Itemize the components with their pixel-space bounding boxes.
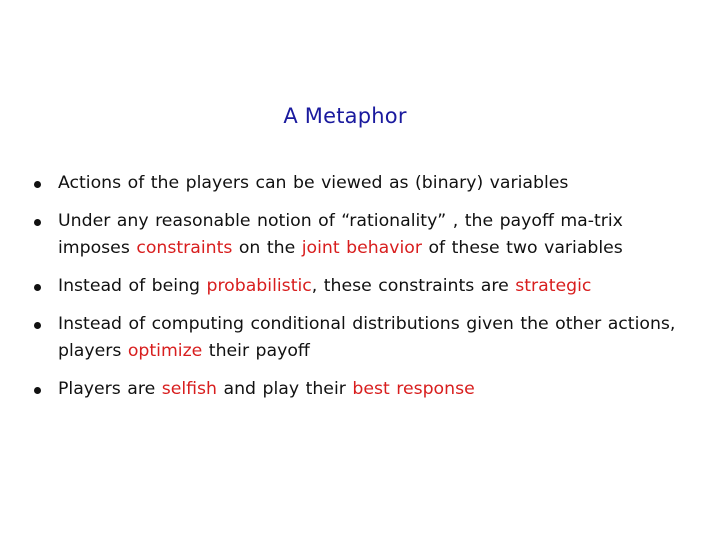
bullet-text-segment: Instead of being (58, 276, 207, 296)
bullet-text-segment: Actions of the players can be viewed as (binary) variables (58, 173, 569, 193)
bullet-text (58, 173, 568, 193)
highlighted-term: probabilistic (206, 276, 312, 296)
bullet-text-segment: Players are (58, 379, 162, 399)
bullet-item (34, 376, 684, 403)
bullet-item (34, 170, 684, 197)
bullet-dot-icon (34, 219, 41, 226)
highlighted-term: strategic (515, 276, 592, 296)
bullet-list (34, 170, 684, 414)
bullet-item (34, 273, 684, 300)
bullet-text (58, 276, 591, 296)
highlighted-term: selfish (161, 379, 217, 399)
bullet-text-segment: , these constraints are (311, 276, 516, 296)
highlighted-term: constraints (136, 238, 233, 258)
bullet-dot-icon (34, 181, 41, 188)
highlighted-term: joint behavior (301, 238, 422, 258)
highlighted-term: optimize (127, 341, 203, 361)
bullet-dot-icon (34, 387, 41, 394)
bullet-dot-icon (34, 322, 41, 329)
bullet-text-segment: Instead of computing conditional distributions given the other actions, players (58, 314, 676, 361)
bullet-text (58, 314, 675, 361)
bullet-item (34, 311, 684, 365)
slide-title: A Metaphor (283, 104, 407, 128)
bullet-item (34, 208, 684, 262)
bullet-text-segment: of these two variables (421, 238, 623, 258)
bullet-text-segment: their payoff (202, 341, 310, 361)
bullet-text-segment: Under any reasonable notion of “rationality” , the payoff ma-trix imposes (58, 211, 623, 258)
highlighted-term: best response (352, 379, 475, 399)
bullet-text (58, 379, 475, 399)
bullet-text-segment: and play their (217, 379, 353, 399)
bullet-text (58, 211, 623, 258)
bullet-text-segment: on the (232, 238, 302, 258)
bullet-dot-icon (34, 284, 41, 291)
